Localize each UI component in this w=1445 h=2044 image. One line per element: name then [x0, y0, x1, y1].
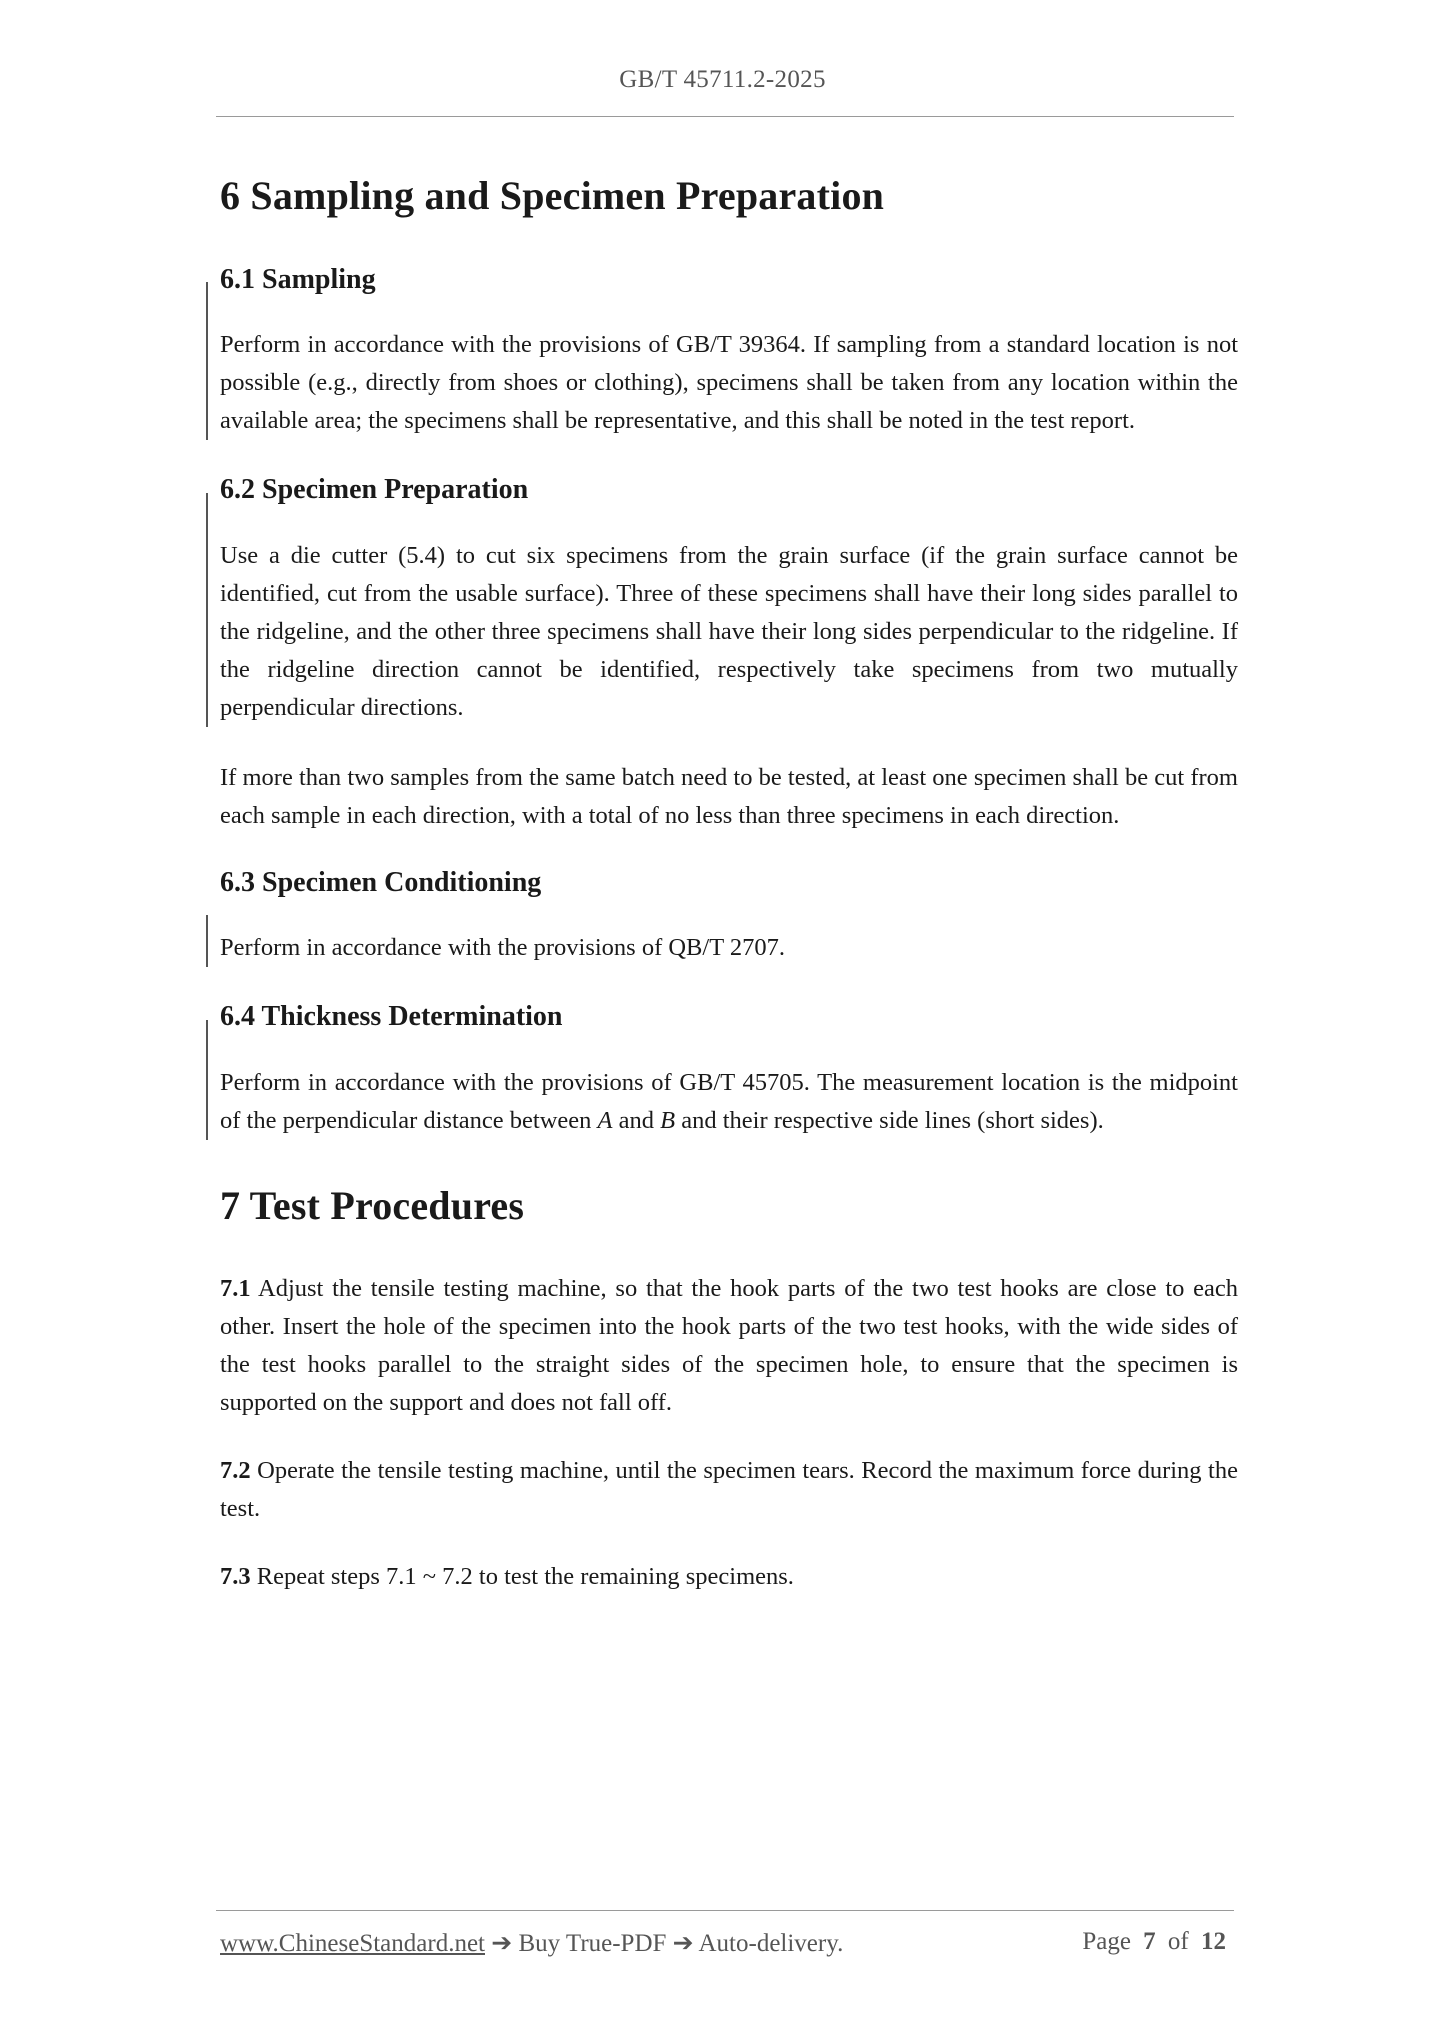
- procedure-text: Repeat steps 7.1 ~ 7.2 to test the remaining specimens.: [250, 1562, 794, 1590]
- change-bar-6-3: [220, 929, 1238, 967]
- procedure-text: Adjust the tensile testing machine, so that the hook parts of the two test hooks are close to each other. Insert the hole of the specimen into the hook parts of the two test hooks, with the wide sides of the test hooks parallel to the straight sides of the specimen hole, to ensure that the specimen is supported on the support and does not fall off.: [220, 1274, 1238, 1416]
- paragraph-6-2-b: If more than two samples from the same batch need to be tested, at least one specimen shall be cut from each sample in each direction, with a total of no less than three specimens in each direction.: [220, 763, 1238, 829]
- paragraph-6-2-a: Use a die cutter (5.4) to cut six specimens from the grain surface (if the grain surface cannot be identified, cut from the usable surface). Three of these specimens shall have their long sides parallel to the ridgeline, and the other three specimens shall have their long sides perpendicular to the ridgeline. If the ridgeline direction cannot be identified, respectively take specimens from two mutually perpendicular directions.: [220, 541, 1238, 721]
- procedure-7-1: [220, 1270, 1238, 1422]
- procedure-7-2: [220, 1452, 1238, 1528]
- website-link[interactable]: www.ChineseStandard.net: [220, 1930, 485, 1957]
- procedure-number: 7.3: [220, 1562, 251, 1590]
- procedure-number: 7.2: [220, 1456, 251, 1484]
- section-6-title: 6 Sampling and Specimen Preparation: [220, 173, 885, 218]
- paragraph-6-4-text-b: and: [612, 1106, 661, 1134]
- procedure-7-3: [220, 1558, 1238, 1596]
- paragraph-6-4-text-c: and their respective side lines (short sides).: [675, 1106, 1104, 1134]
- subsection-6-2-title: 6.2 Specimen Preparation: [220, 474, 529, 506]
- subsection-6-4-title: 6.4 Thickness Determination: [220, 1001, 563, 1033]
- footer-tagline: ➔ Buy True-PDF ➔ Auto-delivery.: [485, 1930, 844, 1957]
- total-pages: 12: [1201, 1928, 1226, 1955]
- current-page: 7: [1143, 1928, 1156, 1955]
- page-content: [220, 170, 1238, 1626]
- paragraph-6-4-text-a: Perform in accordance with the provisions of GB/T 45705. The measurement location is the midpoint of the perpendicular distance between: [220, 1068, 1238, 1134]
- variable-b: B: [660, 1106, 676, 1134]
- variable-a: A: [597, 1106, 613, 1134]
- page-footer: [220, 1928, 1238, 1958]
- subsection-6-3-title: 6.3 Specimen Conditioning: [220, 866, 542, 898]
- page-indicator: [1082, 1928, 1232, 1956]
- change-bar-6-4: [220, 1064, 1238, 1140]
- running-header: GB/T 45711.2-2025: [619, 66, 826, 93]
- section-7-title: 7 Test Procedures: [220, 1182, 525, 1228]
- procedure-number: 7.1: [220, 1274, 251, 1302]
- header-divider: [216, 116, 1234, 117]
- paragraph-6-1: Perform in accordance with the provisions of GB/T 39364. If sampling from a standard location is not possible (e.g., directly from shoes or clothing), specimens shall be taken from any location within the available area; the specimens shall be representative, and this shall be noted in the test report.: [220, 331, 1238, 435]
- procedure-text: Operate the tensile testing machine, until the specimen tears. Record the maximum force during the test.: [220, 1456, 1238, 1522]
- change-bar-6-1: [220, 326, 1238, 440]
- of-label: of: [1167, 1928, 1189, 1955]
- paragraph-6-3: Perform in accordance with the provisions of QB/T 2707.: [220, 934, 785, 962]
- footer-divider: [216, 1910, 1234, 1911]
- page-label: Page: [1082, 1928, 1131, 1955]
- change-bar-6-2: [220, 537, 1238, 727]
- subsection-6-1-title: 6.1 Sampling: [220, 264, 376, 295]
- paragraph-6-4: [220, 1064, 1238, 1140]
